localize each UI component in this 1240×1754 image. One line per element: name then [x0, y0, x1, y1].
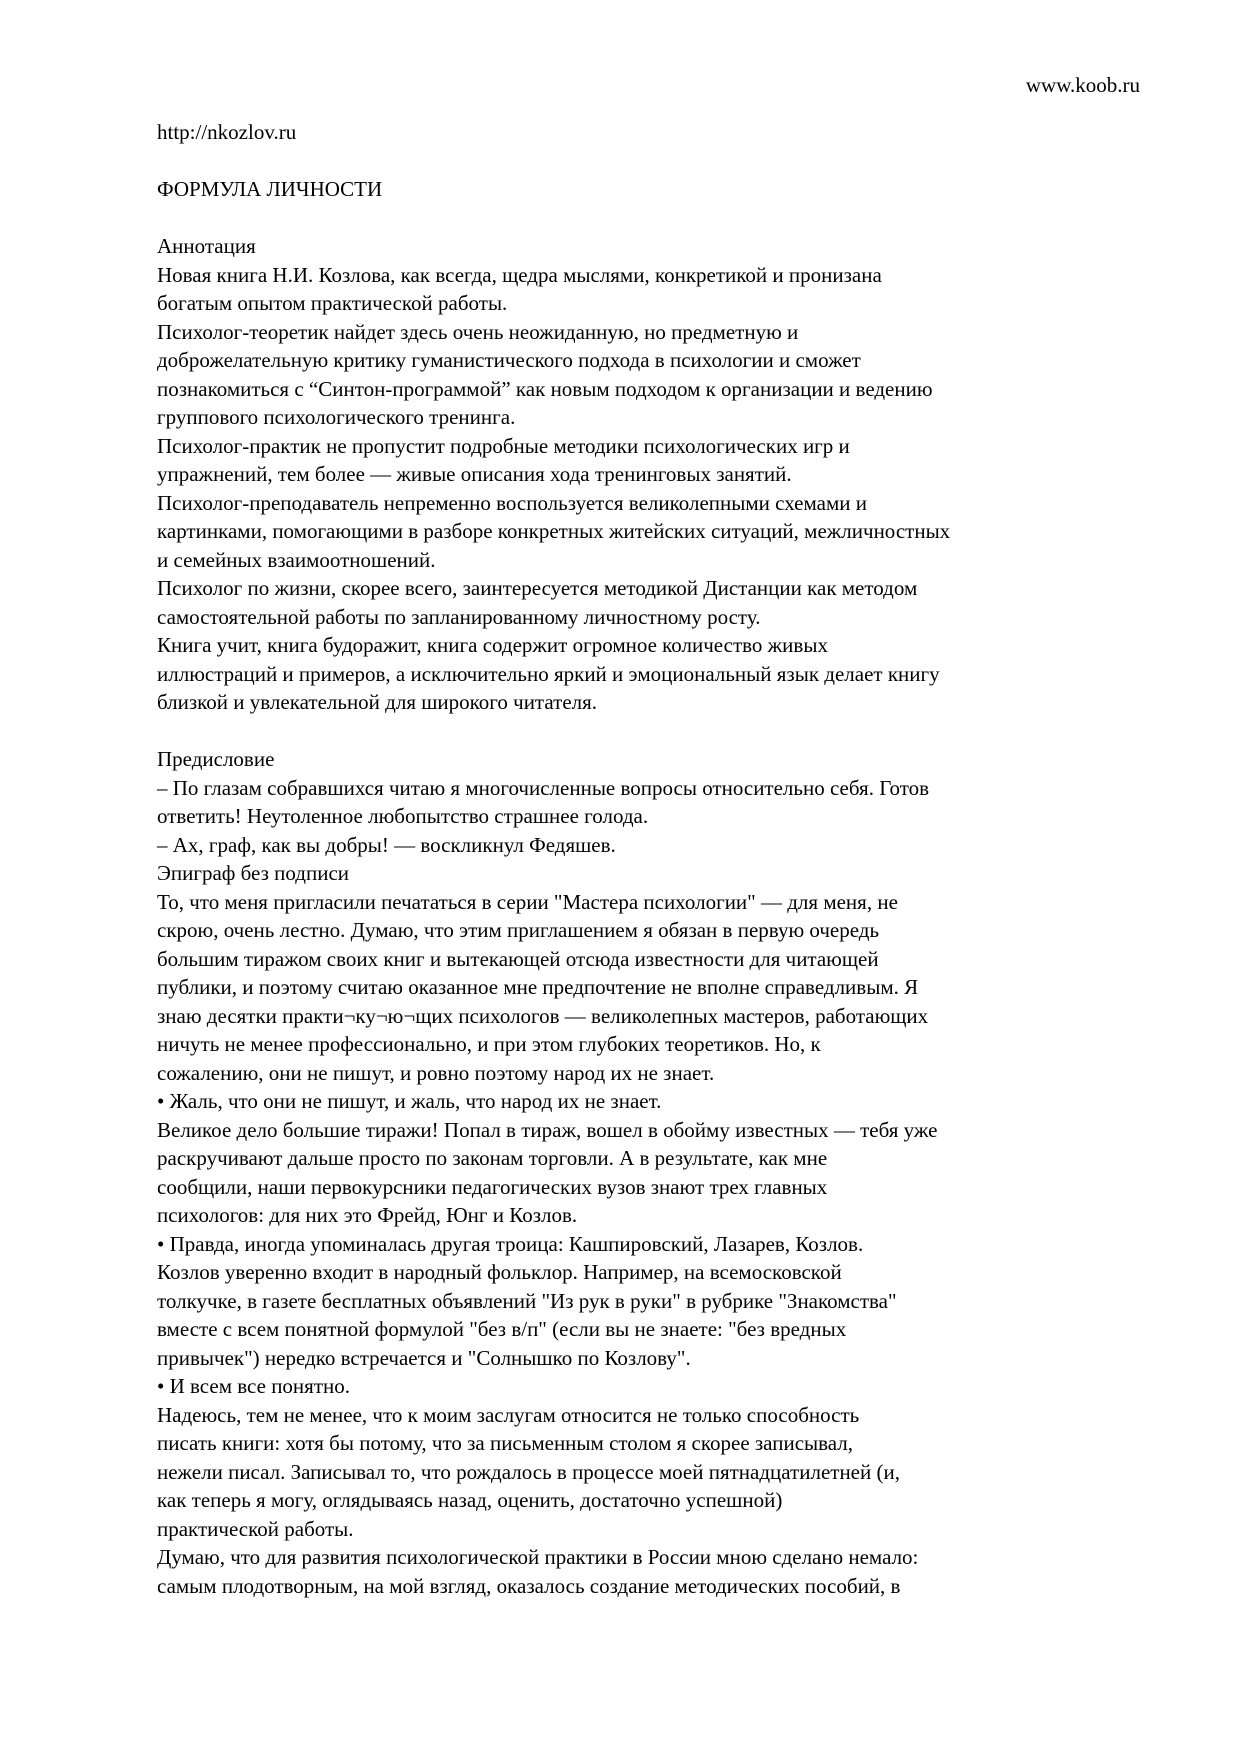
text-line: практической работы. — [157, 1516, 354, 1541]
text-line: – По глазам собравшихся читаю я многочисленные вопросы относительно себя. Готов — [157, 775, 930, 800]
text-line: скрою, очень лестно. Думаю, что этим приглашением я обязан в первую очередь — [157, 918, 880, 942]
text-line: • И всем все понятно. — [157, 1374, 350, 1398]
text-line: самостоятельной работы по запланированному личностному росту. — [157, 604, 761, 629]
text-line: • Правда, иногда упоминалась другая троица: Кашпировский, Лазарев, Козлов. — [157, 1231, 864, 1256]
document-content — [157, 118, 950, 1600]
text-line: психологов: для них это Фрейд, Юнг и Козлов. — [157, 1203, 578, 1227]
text-line: ответить! Неутоленное любопытство страшнее голода. — [157, 804, 649, 828]
text-line: Психолог-теоретик найдет здесь очень неожиданную, но предметную и — [157, 319, 799, 344]
text-line: большим тиражом своих книг и вытекающей отсюда известности для читающей — [157, 946, 879, 971]
text-line: самым плодотворным, на мой взгляд, оказалось создание методических пособий, в — [157, 1573, 901, 1598]
text-line: знаю десятки практи¬ку¬ю¬щих психологов — великолепных мастеров, работающих — [157, 1003, 929, 1028]
text-line: как теперь я могу, оглядываясь назад, оценить, достаточно успешной) — [157, 1488, 783, 1512]
text-line: писать книги: хотя бы потому, что за письменным столом я скорее записывал, — [157, 1431, 854, 1455]
text-line: нежели писал. Записывал то, что рождалось в процессе моей пятнадцатилетней (и, — [157, 1459, 900, 1484]
text-line: раскручивают дальше просто по законам торговли. А в результате, как мне — [157, 1146, 828, 1170]
text-line: группового психологического тренинга. — [157, 405, 516, 429]
text-line: иллюстраций и примеров, а исключительно яркий и эмоциональный язык делает книгу — [157, 661, 940, 686]
text-line: Психолог-практик не пропустит подробные методики психологических игр и — [157, 433, 850, 458]
text-line: Надеюсь, тем не менее, что к моим заслугам относится не только способность — [157, 1402, 860, 1427]
text-line: богатым опытом практической работы. — [157, 291, 508, 315]
text-line: сообщили, наши первокурсники педагогических вузов знают трех главных — [157, 1174, 828, 1199]
preface-body — [157, 774, 950, 1601]
site-watermark: www.koob.ru — [1025, 73, 1140, 97]
annotation-body — [157, 261, 950, 717]
text-line: Психолог по жизни, скорее всего, заинтересуется методикой Дистанции как методом — [157, 576, 918, 600]
blank-line — [157, 717, 950, 746]
text-line: Козлов уверенно входит в народный фольклор. Например, на всемосковской — [157, 1260, 842, 1284]
text-line: сожалению, они не пишут, и ровно поэтому народ их не знает. — [157, 1060, 715, 1085]
preface-heading: Предисловие — [157, 747, 275, 771]
annotation-heading: Аннотация — [157, 234, 256, 258]
text-line: доброжелательную критику гуманистического подхода в психологии и сможет — [157, 348, 861, 372]
text-line: • Жаль, что они не пишут, и жаль, что народ их не знает. — [157, 1089, 662, 1113]
text-line: ничуть не менее профессионально, и при этом глубоких теоретиков. Но, к — [157, 1032, 821, 1056]
text-line: привычек") нередко встречается и "Солнышко по Козлову". — [157, 1345, 691, 1370]
text-line: публики, и поэтому считаю оказанное мне предпочтение не вполне справедливым. Я — [157, 975, 919, 999]
blank-line — [157, 204, 950, 233]
text-line: Психолог-преподаватель непременно воспользуется великолепными схемами и — [157, 490, 867, 515]
text-line: Новая книга Н.И. Козлова, как всегда, щедра мыслями, конкретикой и пронизана — [157, 262, 882, 287]
text-line: Книга учит, книга будоражит, книга содержит огромное количество живых — [157, 633, 828, 657]
text-line: упражнений, тем более — живые описания хода тренинговых занятий. — [157, 462, 792, 486]
document-title: ФОРМУЛА ЛИЧНОСТИ — [157, 177, 383, 201]
text-line: вместе с всем понятной формулой "без в/п" (если вы не знаете: "без вредных — [157, 1317, 847, 1341]
text-line: и семейных взаимоотношений. — [157, 547, 436, 572]
text-line: Эпиграф без подписи — [157, 861, 350, 885]
text-line: познакомиться с “Синтон-программой” как новым подходом к организации и ведению — [157, 376, 933, 401]
text-line: Думаю, что для развития психологической практики в России мною сделано немало: — [157, 1545, 919, 1569]
text-line: То, что меня пригласили печататься в серии "Мастера психологии" — для меня, не — [157, 889, 898, 914]
text-line: – Ах, граф, как вы добры! — воскликнул Федяшев. — [157, 832, 616, 857]
text-line: Великое дело большие тиражи! Попал в тираж, вошел в обойму известных — тебя уже — [157, 1117, 938, 1142]
text-line: картинками, помогающими в разборе конкретных житейских ситуаций, межличностных — [157, 519, 951, 543]
text-line: толкучке, в газете бесплатных объявлений "Из рук в руки" в рубрике "Знакомства" — [157, 1288, 897, 1313]
source-url: http://nkozlov.ru — [157, 120, 297, 144]
blank-line — [157, 147, 950, 176]
text-line: близкой и увлекательной для широкого читателя. — [157, 690, 598, 714]
